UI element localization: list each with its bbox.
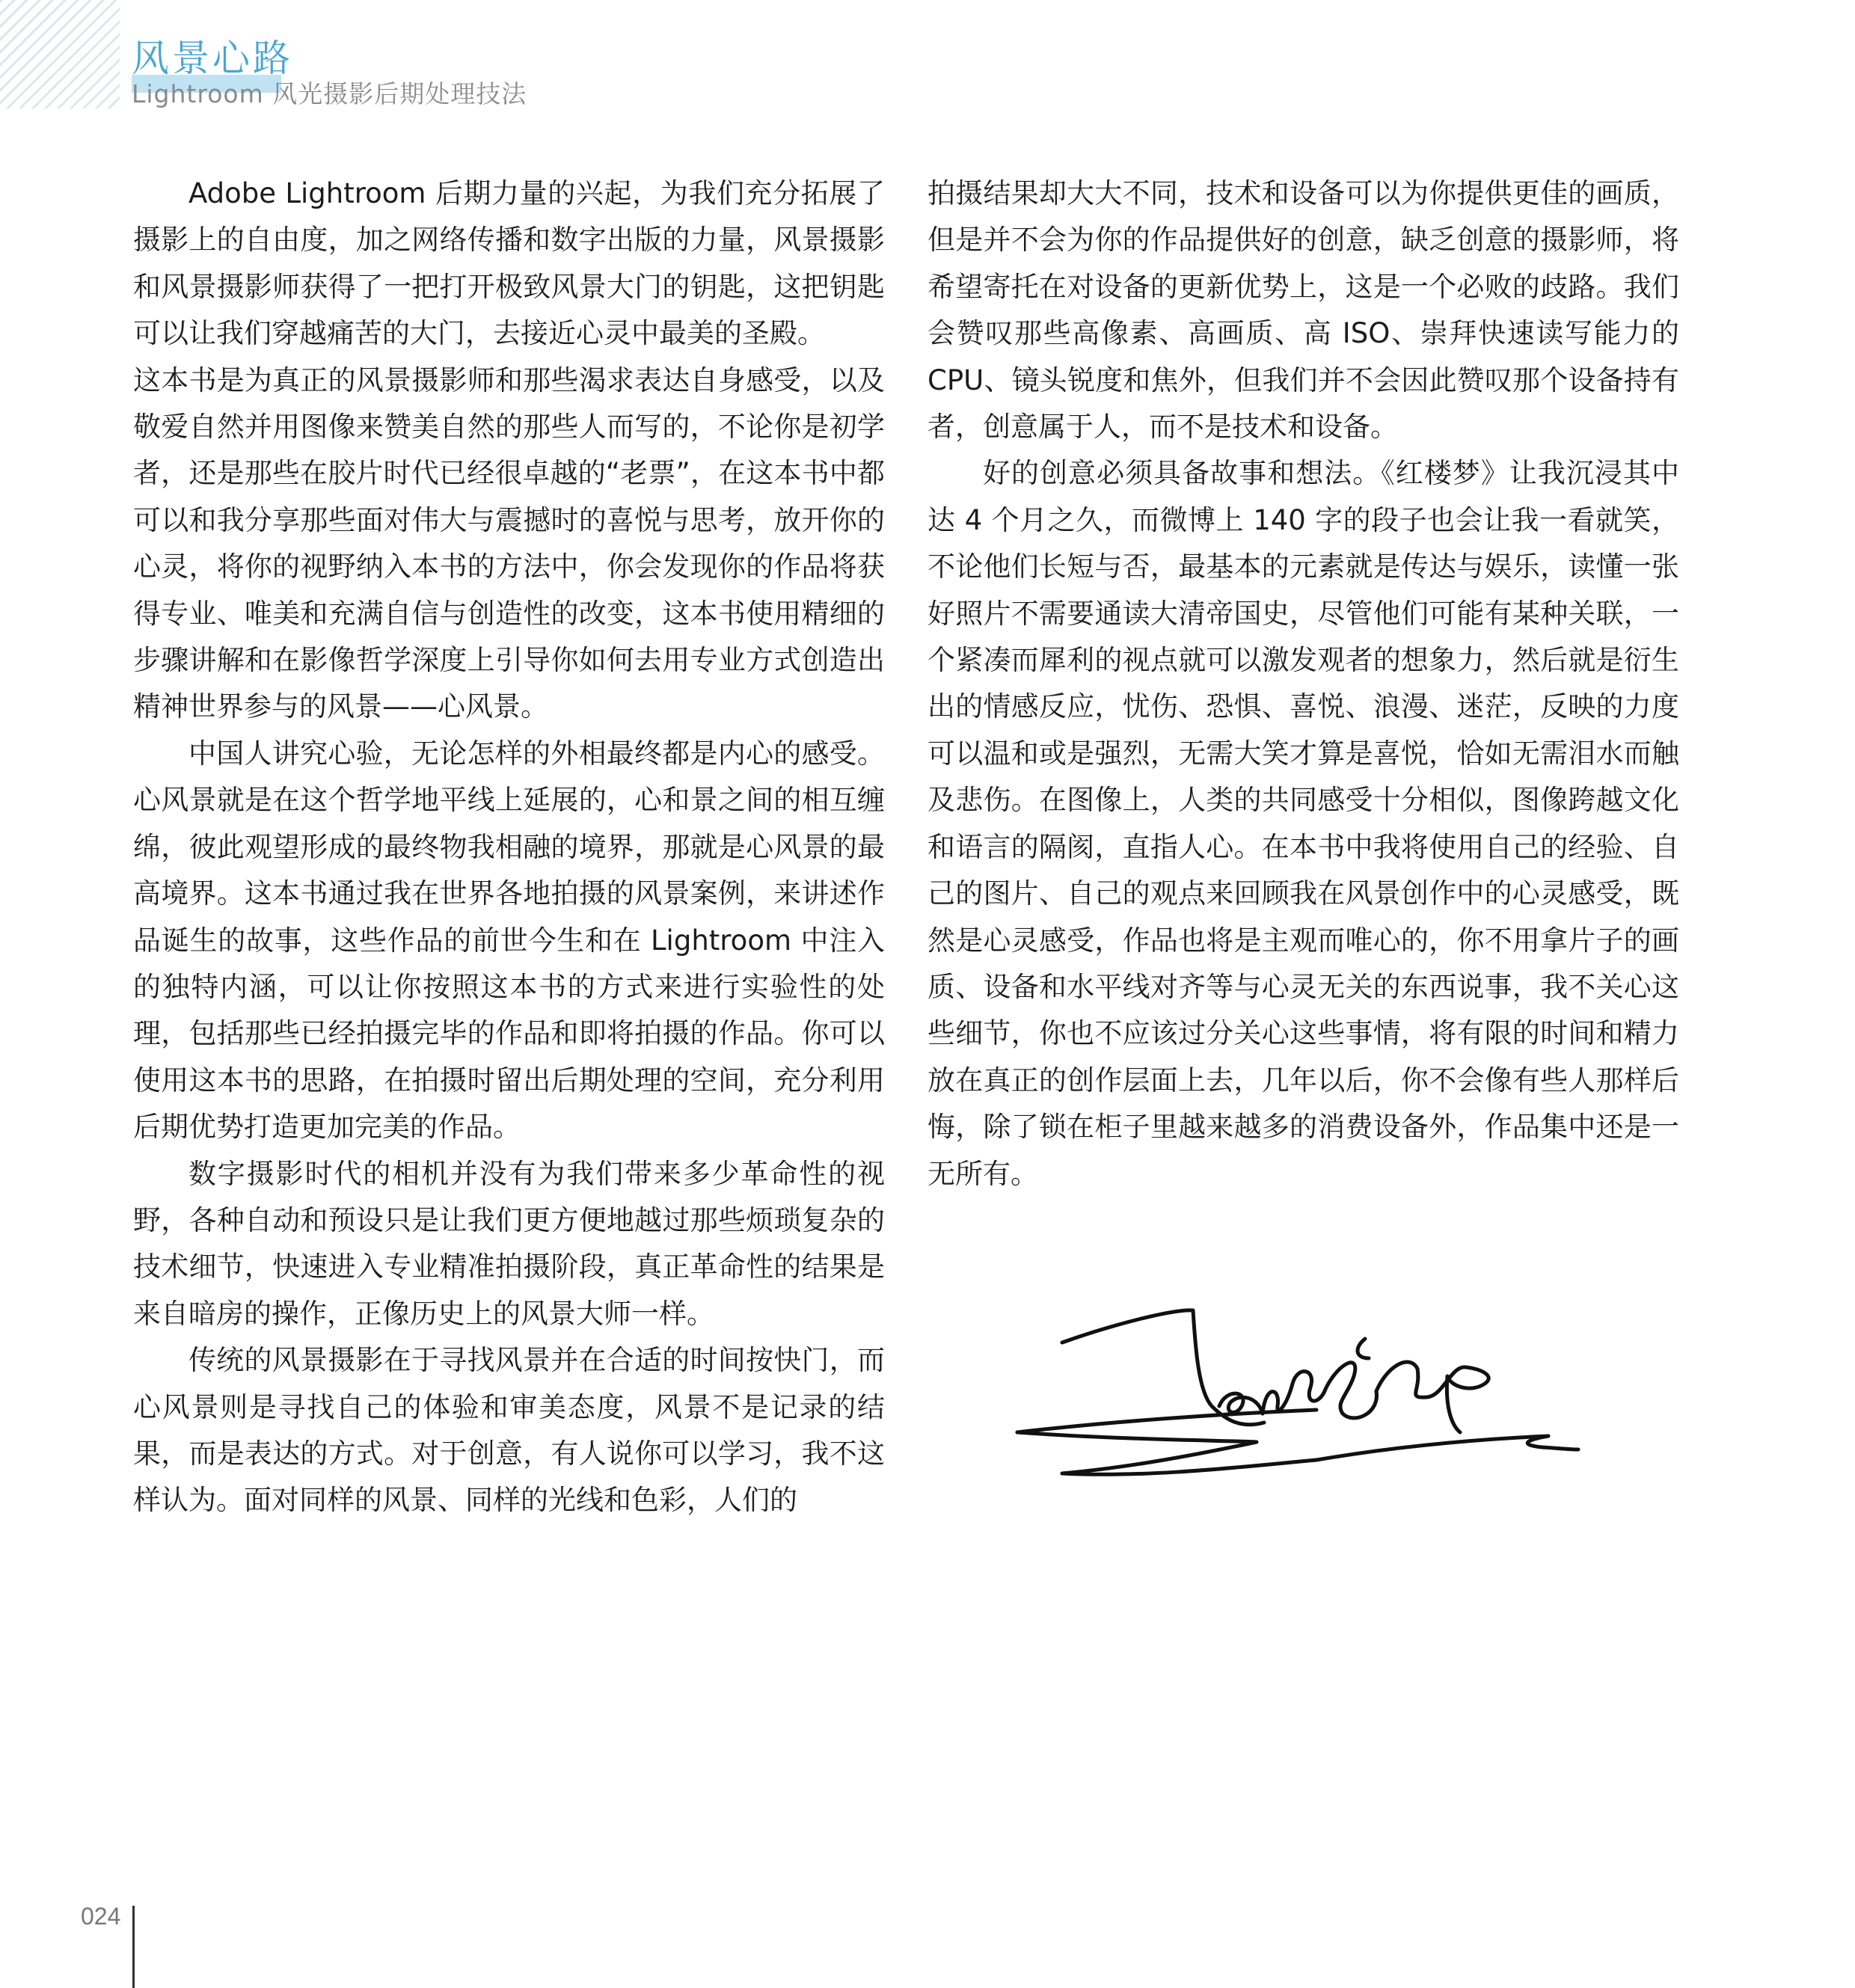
author-signature [1002, 1294, 1586, 1518]
paragraph: Adobe Lightroom 后期力量的兴起，为我们充分拓展了摄影上的自由度，加之网络传播和数字出版的力量，风景摄影和风景摄影师获得了一把打开极致风景大门的钥匙，这把钥匙可以让我们穿越痛苦的大门，去接近心灵中最美的圣殿。 [133, 177, 885, 350]
paragraph: 中国人讲究心验，无论怎样的外相最终都是内心的感受。心风景就是在这个哲学地平线上延展的，心和景之间的相互缠绵，彼此观望形成的最终物我相融的境界，那就是心风景的最高境界。这本书通过我在世界各地拍摄的风景案例，来讲述作品诞生的故事，这些作品的前世今生和在 Lightroom 中注入的独特内涵，可以让你按照这本书的方式来进行实验性的处理，包括那些已经拍摄完毕的作品和即将拍摄的作品。你可以使用这本书的思路，在拍摄时留出后期处理的空间，充分利用后期优势打造更加完美的作品。 [133, 737, 885, 1144]
paragraph: 拍摄结果却大大不同，技术和设备可以为你提供更佳的画质，但是并不会为你的作品提供好的创意，缺乏创意的摄影师，将希望寄托在对设备的更新优势上，这是一个必败的歧路。我们会赞叹那些高像素、高画质、高 ISO、崇拜快速读写能力的 CPU、镜头锐度和焦外，但我们并不会因此赞叹那个设备持有者，创意属于人，而不是技术和设备。 [927, 177, 1679, 444]
left-text-column [133, 171, 885, 1524]
paragraph: 好的创意必须具备故事和想法。《红楼梦》让我沉浸其中达 4 个月之久，而微博上 140 字的段子也会让我一看就笑，不论他们长短与否，最基本的元素就是传达与娱乐，读懂一张好照片不需要通读大清帝国史，尽管他们可能有某种关联，一个紧凑而犀利的视点就可以激发观者的想象力，然后就是衍生出的情感反应，忧伤、恐惧、喜悦、浪漫、迷茫，反映的力度可以温和或是强烈，无需大笑才算是喜悦，恰如无需泪水而触及悲伤。在图像上，人类的共同感受十分相似，图像跨越文化和语言的隔阂，直指人心。在本书中我将使用自己的经验、自己的图片、自己的观点来回顾我在风景创作中的心灵感受，既然是心灵感受，作品也将是主观而唯心的，你不用拿片子的画质、设备和水平线对齐等与心灵无关的东西说事，我不关心这些细节，你也不应该过分关心这些事情，将有限的时间和精力放在真正的创作层面上去，几年以后，你不会像有些人那样后悔，除了锁在柜子里越来越多的消费设备外，作品集中还是一无所有。 [927, 457, 1679, 1190]
page-number: 024 [81, 1903, 121, 1930]
book-title-block [132, 36, 293, 81]
paragraph: 这本书是为真正的风景摄影师和那些渴求表达自身感受，以及敬爱自然并用图像来赞美自然的那些人而写的，不论你是初学者，还是那些在胶片时代已经很卓越的“老票”，在这本书中都可以和我分享那些面对伟大与震撼时的喜悦与思考，放开你的心灵，将你的视野纳入本书的方法中，你会发现你的作品将获得专业、唯美和充满自信与创造性的改变，这本书使用精细的步骤讲解和在影像哲学深度上引导你如何去用专业方式创造出精神世界参与的风景——心风景。 [133, 363, 885, 723]
page-number-divider [132, 1906, 135, 1988]
book-title: 风景心路 [132, 37, 293, 80]
paragraph: 数字摄影时代的相机并没有为我们带来多少革命性的视野，各种自动和预设只是让我们更方便地越过那些烦琐复杂的技术细节，快速进入专业精准拍摄阶段，真正革命性的结果是来自暗房的操作，正像历史上的风景大师一样。 [133, 1157, 885, 1330]
corner-hatch-decoration [0, 0, 120, 108]
book-subtitle: Lightroom 风光摄影后期处理技法 [132, 79, 527, 108]
right-text-column [927, 171, 1679, 1197]
paragraph: 传统的风景摄影在于寻找风景并在合适的时间按快门，而心风景则是寻找自己的体验和审美态度，风景不是记录的结果，而是表达的方式。对于创意，有人说你可以学习，我不这样认为。面对同样的风景、同样的光线和色彩，人们的 [133, 1344, 885, 1517]
